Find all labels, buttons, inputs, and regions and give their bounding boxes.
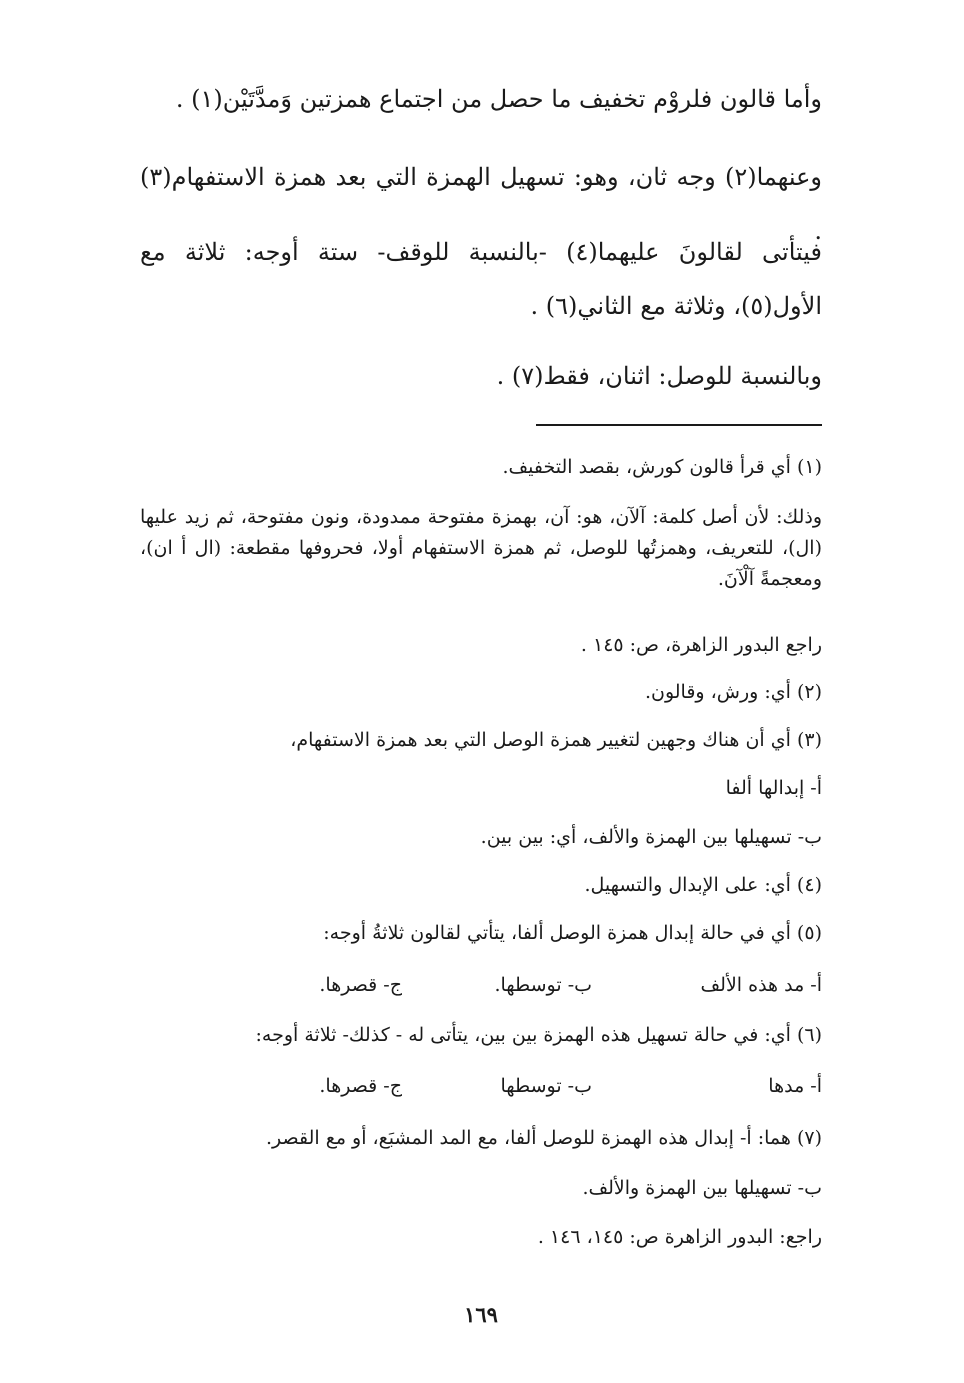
footnote-5-item-c: ج- قصرها. [319, 974, 402, 996]
footnote-2: (٢) أي: ورش، وقالون. [644, 681, 822, 703]
main-paragraph-2: وعنهما(٢) وجه ثان، وهو: تسهيل الهمزة التي بعد همزة الاستفهام(٣) . [140, 163, 822, 245]
page-number: ١٦٩ [464, 1302, 498, 1327]
main-paragraph-3: فيتأتى لقالونَ عليهما(٤) -بالنسبة للوقف- ستة أوجه: ثلاثة مع الأول(٥)، وثلاثة مع الثاني(٦) . [140, 238, 822, 320]
footnote-5-options [140, 970, 822, 1001]
footnote-divider [536, 424, 822, 426]
footnote-1-reference: راجع البدور الزاهرة، ص: ١٤٥ . [580, 634, 822, 656]
footnote-7-reference: راجع: البدور الزاهرة ص: ١٤٥، ١٤٦ . [537, 1226, 822, 1248]
footnote-6-options [140, 1071, 822, 1102]
footnote-5-item-b: ب- توسطها. [494, 974, 592, 996]
main-paragraph-4: وبالنسبة للوصل: اثنان، فقط(٧) . [496, 362, 822, 390]
page-content [140, 0, 822, 1383]
footnote-7: (٧) هما: أ- إبدال هذه الهمزة للوصل ألفا، مع المد المشبَع، أو مع القصر. [265, 1127, 822, 1149]
footnote-6-item-b: ب- توسطها [500, 1075, 592, 1097]
footnote-6: (٦) أي: في حالة تسهيل هذه الهمزة بين بين، يتأتى له - كذلك- ثلاثة أوجه: [255, 1024, 822, 1046]
footnote-4: (٤) أي: على الإبدال والتسهيل. [584, 874, 822, 896]
footnote-3: (٣) أي أن هناك وجهين لتغيير همزة الوصل التي بعد همزة الاستفهام، [290, 729, 822, 751]
footnote-6-item-a: أ- مدها [768, 1075, 822, 1097]
footnote-6-item-c: ج- قصرها. [319, 1075, 402, 1097]
main-paragraph-1: وأما قالون فلروْم تخفيف ما حصل من اجتماع همزتين وَمدَّتَيْن(١) . [175, 85, 822, 113]
footnote-5: (٥) أي في حالة إبدال همزة الوصل ألفا، يتأتي لقالون ثلاثةُ أوجه: [323, 922, 822, 944]
footnote-7-item-b: ب- تسهيلها بين الهمزة والألف. [582, 1177, 822, 1199]
footnote-3-item-b: ب- تسهيلها بين الهمزة والألف، أي: بين بين. [480, 826, 822, 848]
footnote-3-item-a: أ- إبدالها ألفا [725, 777, 822, 799]
footnote-5-item-a: أ- مد هذه الألف [700, 974, 822, 996]
footnote-1-explanation: وذلك: لأن أصل كلمة: آلآن، هو: آن، بهمزة مفتوحة ممدودة، ونون مفتوحة، ثم زيد عليها (ال)، للتعريف، وهمزتُها للوصل، ثم همزة الاستفهام أولا، فحروفها مقطعة: (ال أ ان)، ومعجمةً آلْآنَ. [140, 506, 822, 590]
footnote-1: (١) أي قرأ قالون كورش، بقصد التخفيف. [502, 456, 822, 478]
